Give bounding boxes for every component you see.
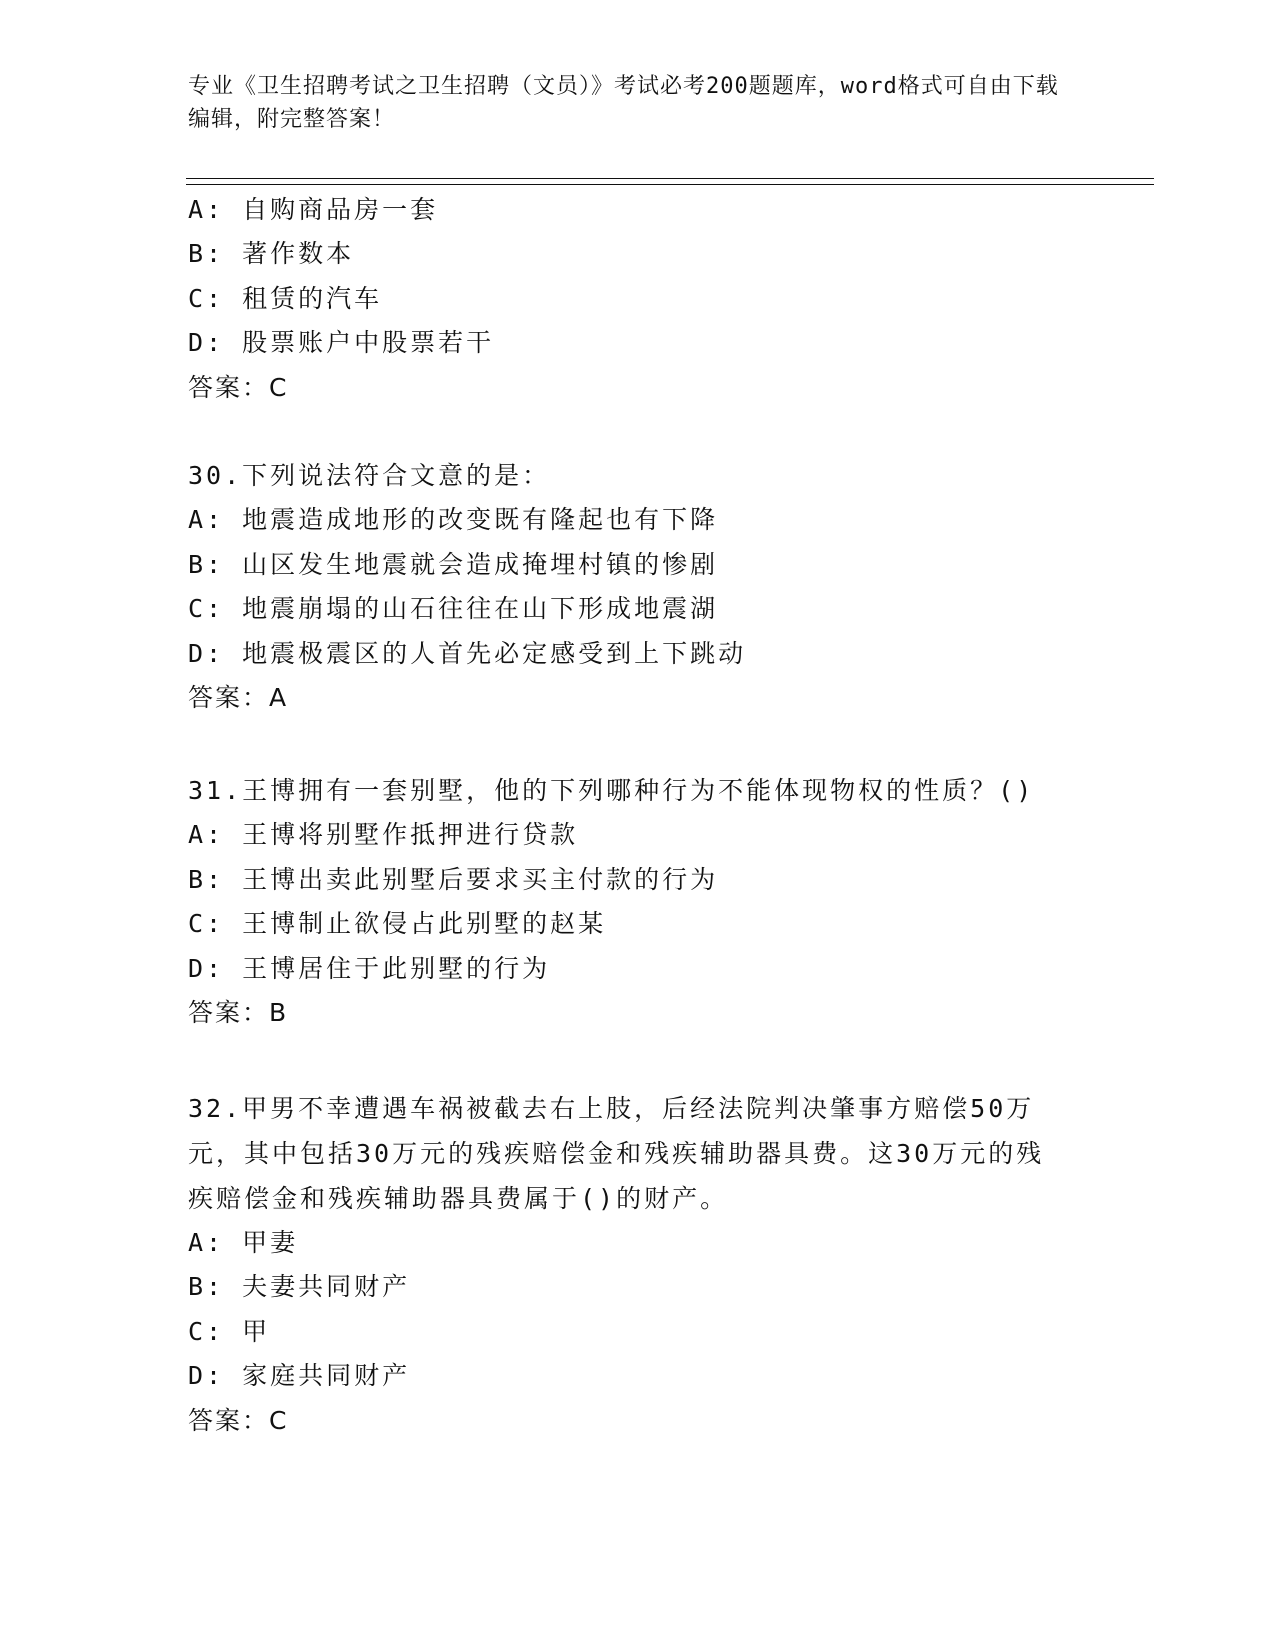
q31-option-a: A: 王博将别墅作抵押进行贷款 xyxy=(188,820,579,849)
q30-option-c: C: 地震崩塌的山石往往在山下形成地震湖 xyxy=(188,594,719,623)
q32-option-b: B: 夫妻共同财产 xyxy=(188,1272,411,1301)
q30-stem: 30.下列说法符合文意的是： xyxy=(188,461,551,490)
q31-answer: 答案：B xyxy=(188,998,289,1027)
q29-option-d: D: 股票账户中股票若干 xyxy=(188,328,495,357)
q32-stem: 32.甲男不幸遭遇车祸被截去右上肢，后经法院判决肇事方赔偿50万元，其中包括30万元的残疾赔偿金和残疾辅助器具费。这30万元的残疾赔偿金和残疾辅助器具费属于()的财产。 xyxy=(188,1094,1045,1213)
q31-stem: 31.王博拥有一套别墅，他的下列哪种行为不能体现物权的性质？() xyxy=(188,776,1035,805)
q30-answer: 答案：A xyxy=(188,683,289,712)
q30-option-d: D: 地震极震区的人首先必定感受到上下跳动 xyxy=(188,639,747,668)
q29-option-a: A: 自购商品房一套 xyxy=(188,195,439,224)
q31-option-c: C: 王博制止欲侵占此别墅的赵某 xyxy=(188,909,607,938)
q32-answer: 答案：C xyxy=(188,1406,289,1435)
document-header: 专业《卫生招聘考试之卫生招聘（文员）》考试必考200题题库，word格式可自由下载编辑，附完整答案！ xyxy=(188,74,1059,132)
q30-option-a: A: 地震造成地形的改变既有隆起也有下降 xyxy=(188,505,719,534)
q31-option-d: D: 王博居住于此别墅的行为 xyxy=(188,954,551,983)
header-divider-bottom xyxy=(186,184,1154,185)
q29-answer: 答案：C xyxy=(188,373,289,402)
q32-option-d: D: 家庭共同财产 xyxy=(188,1361,411,1390)
q30-option-b: B: 山区发生地震就会造成掩埋村镇的惨剧 xyxy=(188,550,719,579)
q29-option-c: C: 租赁的汽车 xyxy=(188,284,383,313)
q29-option-b: B: 著作数本 xyxy=(188,239,355,268)
header-divider-top xyxy=(186,178,1154,179)
q32-option-c: C: 甲 xyxy=(188,1317,271,1346)
q31-option-b: B: 王博出卖此别墅后要求买主付款的行为 xyxy=(188,865,719,894)
q32-option-a: A: 甲妻 xyxy=(188,1228,299,1257)
